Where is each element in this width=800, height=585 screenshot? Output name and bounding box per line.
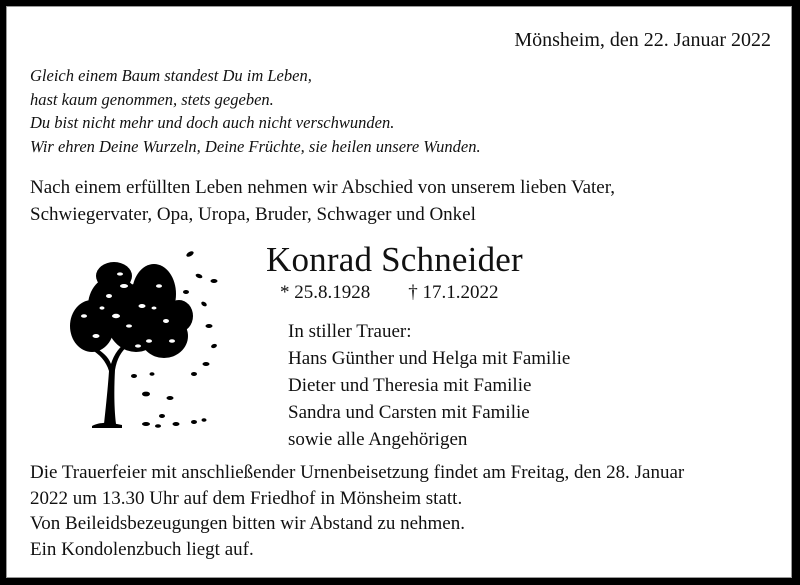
tree-with-falling-leaves-icon: [54, 246, 224, 436]
deceased-name: Konrad Schneider: [266, 240, 523, 279]
poem-line: Du bist nicht mehr und doch auch nicht verschwunden.: [30, 113, 395, 132]
place-date: Mönsheim, den 22. Januar 2022: [514, 29, 771, 51]
poem-line: Wir ehren Deine Wurzeln, Deine Früchte, sie heilen unsere Wunden.: [30, 136, 481, 156]
mourners-list: [288, 318, 570, 453]
intro-line: Schwiegervater, Opa, Uropa, Bruder, Schwager und Onkel: [30, 204, 476, 225]
mourner-line: sowie alle Angehörigen: [288, 429, 468, 450]
obituary-card: [6, 6, 792, 578]
life-dates: [280, 281, 499, 305]
mourner-line: Hans Günther und Helga mit Familie: [288, 348, 571, 369]
funeral-info-line: Die Trauerfeier mit anschließender Urnenbeisetzung findet am Freitag, den 28. Januar: [30, 462, 685, 483]
mourner-line: Dieter und Theresia mit Familie: [288, 375, 532, 396]
funeral-info-line: 2022 um 13.30 Uhr auf dem Friedhof in Mönsheim statt.: [30, 487, 463, 509]
mourners-heading: In stiller Trauer:: [288, 321, 412, 342]
funeral-info-line: Von Beileidsbezeugungen bitten wir Abstand zu nehmen.: [30, 513, 465, 534]
funeral-info: [30, 460, 684, 562]
birth-date: * 25.8.1928: [280, 282, 371, 303]
mourner-line: Sandra und Carsten mit Familie: [288, 402, 530, 423]
death-date: † 17.1.2022: [408, 282, 499, 303]
poem-line: Gleich einem Baum standest Du im Leben,: [30, 66, 312, 85]
funeral-info-line: Ein Kondolenzbuch liegt auf.: [30, 538, 254, 560]
intro-line: Nach einem erfüllten Leben nehmen wir Abschied von unserem lieben Vater,: [30, 177, 616, 198]
poem-line: hast kaum genommen, stets gegeben.: [30, 89, 274, 109]
memorial-poem: [30, 64, 481, 158]
intro-text: [30, 174, 615, 228]
